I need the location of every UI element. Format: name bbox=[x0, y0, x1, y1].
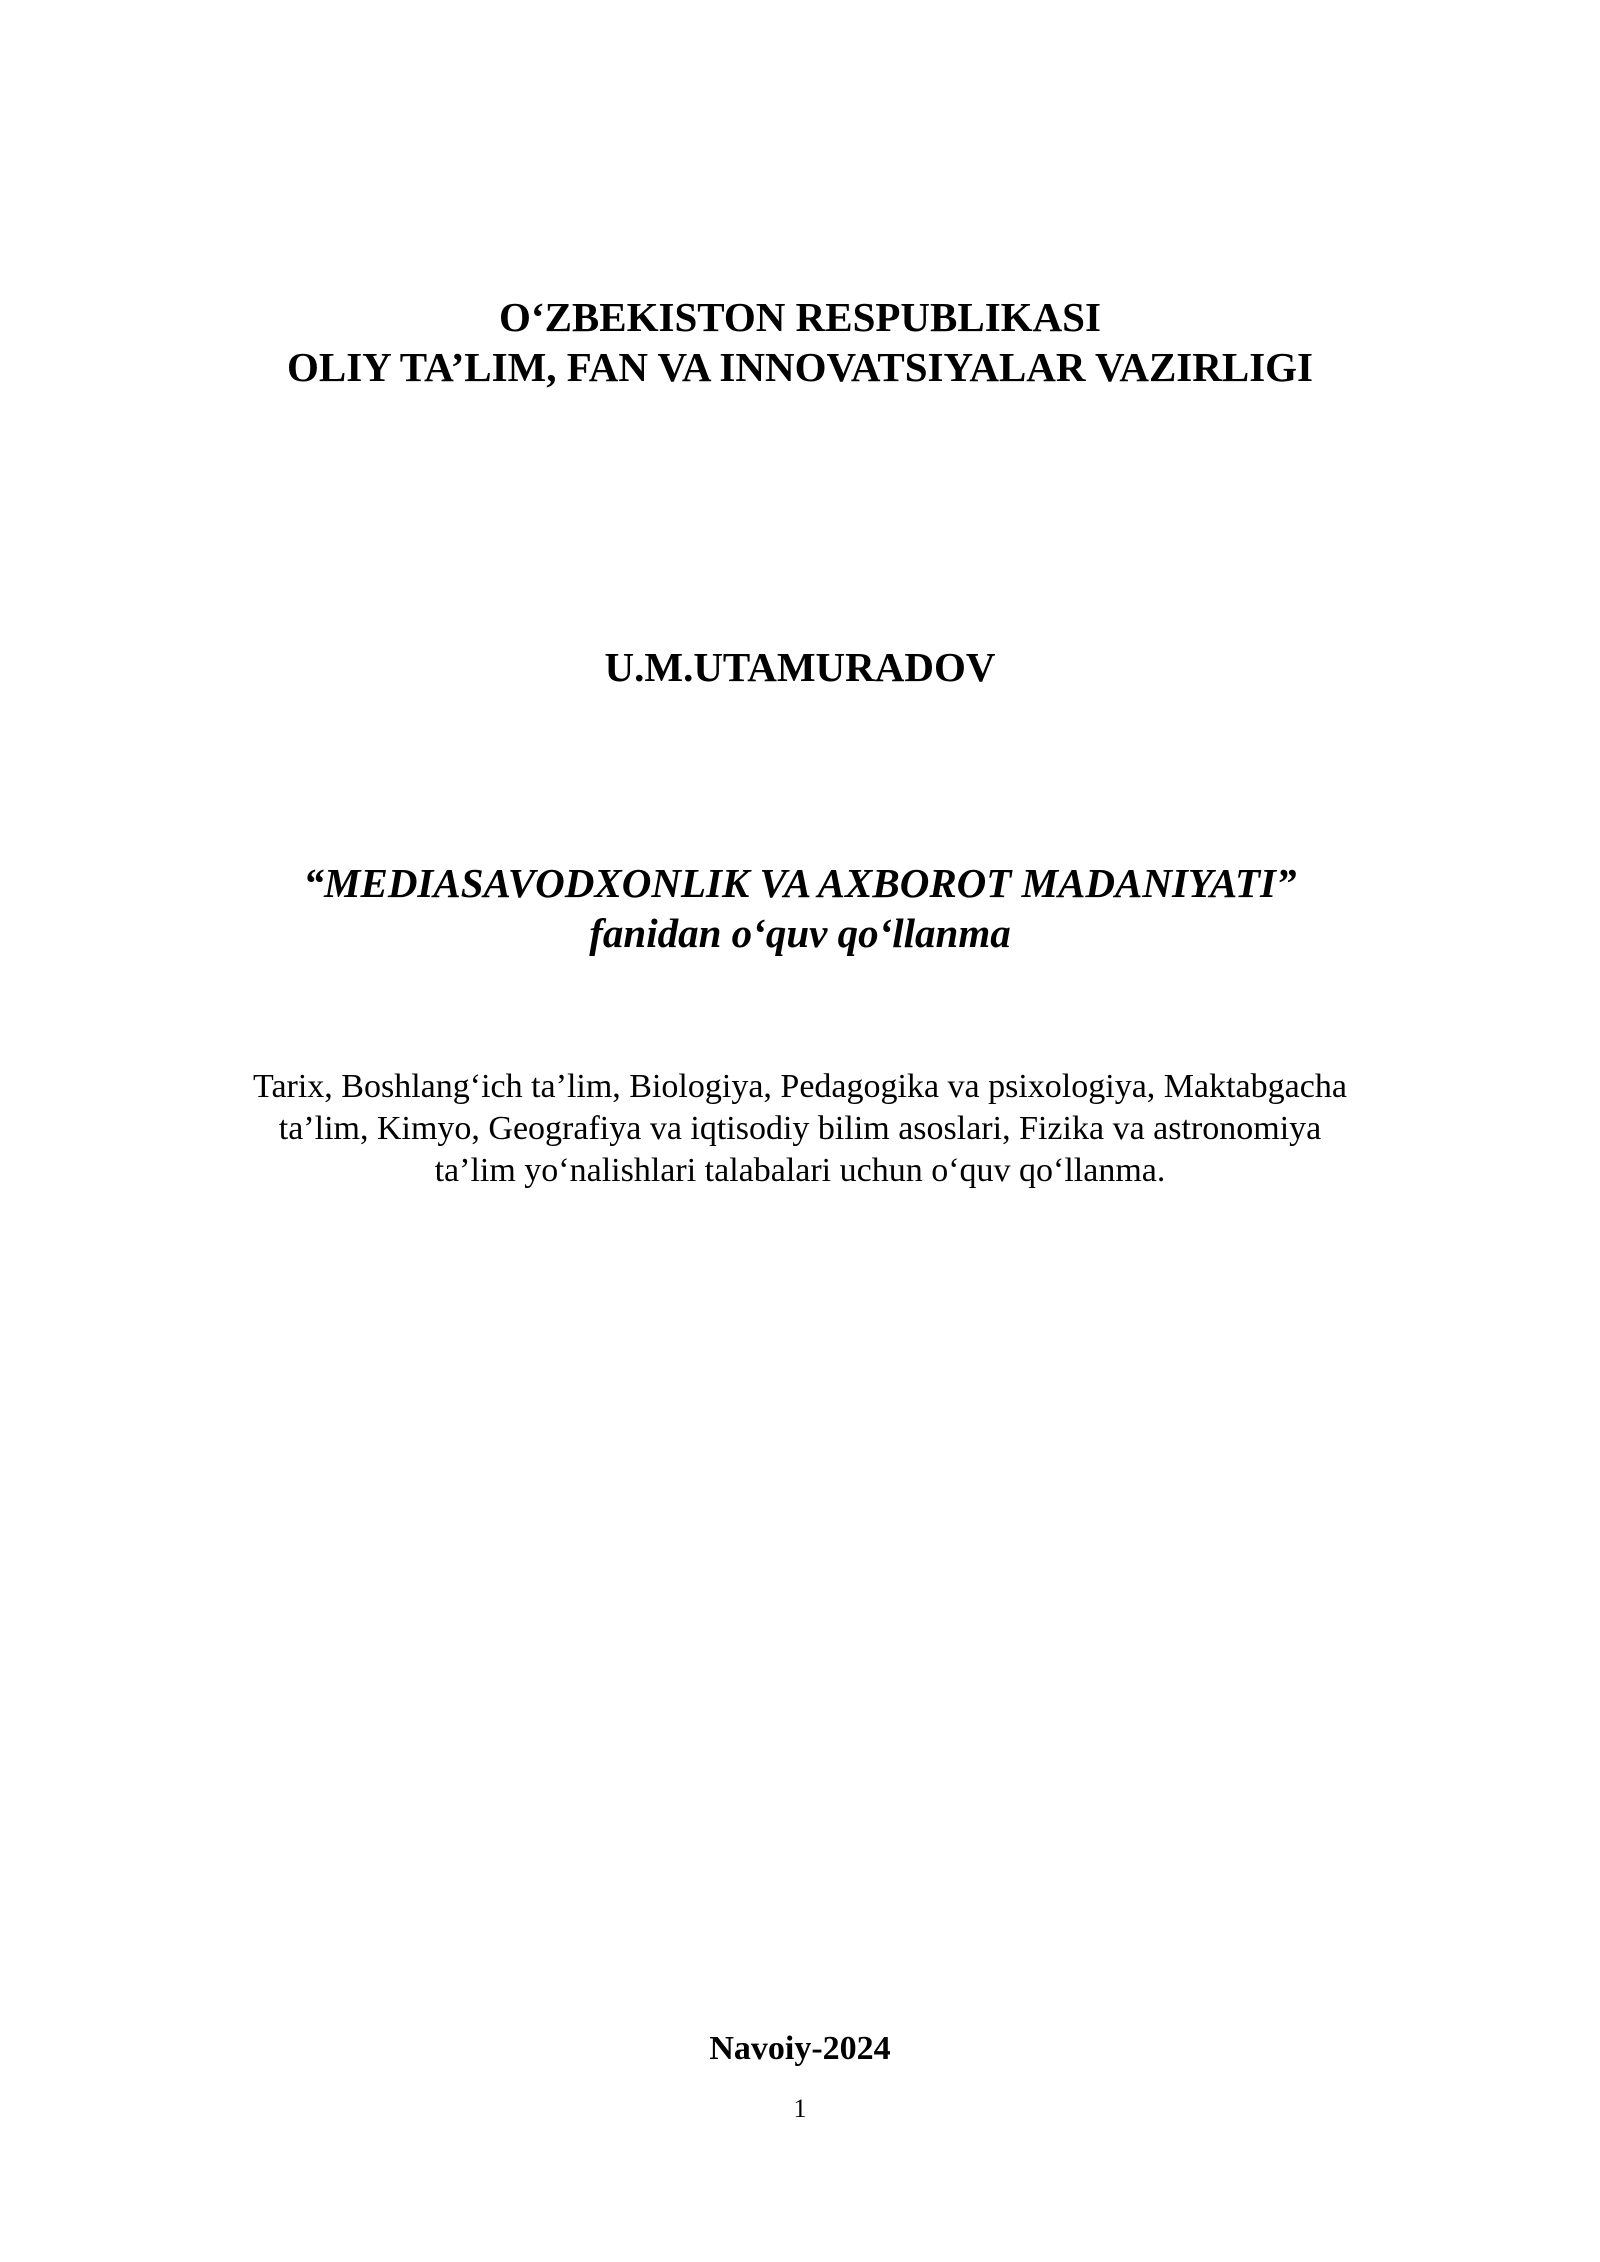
page-number: 1 bbox=[793, 2094, 807, 2123]
book-title-line-2: fanidan o‘quv qo‘llanma bbox=[589, 910, 1011, 956]
book-title-line-1: “MEDIASAVODXONLIK VA AXBOROT MADANIYATI” bbox=[303, 860, 1297, 906]
author-name: U.M.UTAMURADOV bbox=[604, 644, 996, 690]
audience-description-line-1: Tarix, Boshlang‘ich ta’lim, Biologiya, Pedagogika va psixologiya, Maktabgacha bbox=[253, 1068, 1347, 1105]
ministry-header-line-2: OLIY TA’LIM, FAN VA INNOVATSIYALAR VAZIRLIGI bbox=[286, 344, 1314, 390]
audience-description-line-3: ta’lim yo‘nalishlari talabalari uchun o‘quv qo‘llanma. bbox=[434, 1152, 1166, 1189]
ministry-header-line-1: O‘ZBEKISTON RESPUBLIKASI bbox=[499, 294, 1101, 340]
audience-description bbox=[0, 1066, 1600, 1192]
audience-description-line-2: ta’lim, Kimyo, Geografiya va iqtisodiy bilim asoslari, Fizika va astronomiya bbox=[278, 1110, 1322, 1147]
book-title bbox=[0, 858, 1600, 958]
city-year: Navoiy-2024 bbox=[709, 2030, 891, 2067]
ministry-header bbox=[0, 292, 1600, 392]
